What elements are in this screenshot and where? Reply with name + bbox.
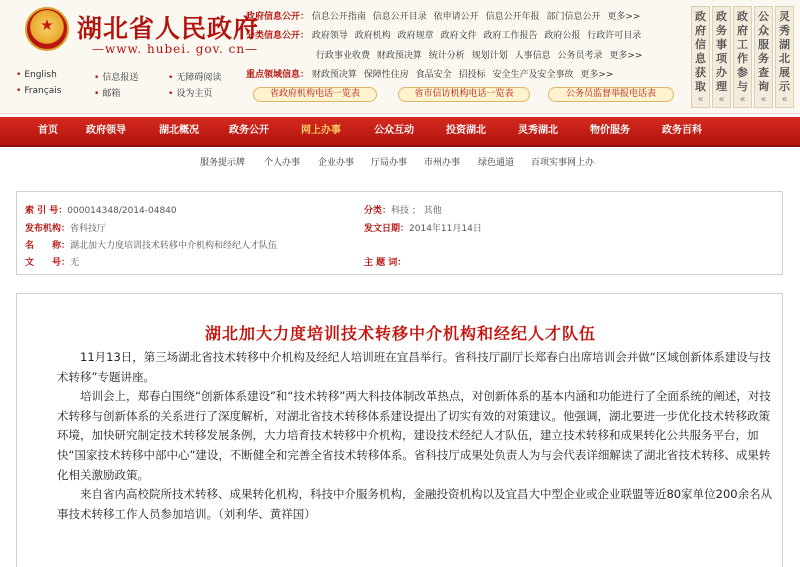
more-link[interactable]: 更多>> bbox=[580, 70, 614, 80]
nav-home[interactable]: 首页 bbox=[38, 125, 58, 136]
more-link[interactable]: 更多>> bbox=[609, 51, 643, 61]
meta-category: 分类：科技 ； 其他 bbox=[364, 206, 442, 216]
nav-public-interaction[interactable]: 公众互动 bbox=[374, 125, 414, 136]
info-link[interactable]: 行政事业收费 bbox=[316, 51, 371, 61]
link-english[interactable]: • English bbox=[16, 70, 57, 80]
site-url: —www. hubei. gov. cn— bbox=[92, 42, 259, 56]
link-info-report[interactable]: • 信息报送 bbox=[94, 73, 139, 83]
tab-gov-participation[interactable]: 政府工作参与 « bbox=[733, 6, 752, 108]
chevron-left-icon: « bbox=[781, 94, 788, 105]
info-link[interactable]: 招投标 bbox=[458, 70, 486, 80]
pill-gov-phone-list[interactable]: 省政府机构电话一览表 bbox=[253, 87, 377, 102]
tab-affairs-handling[interactable]: 政务事项办理 « bbox=[712, 6, 731, 108]
info-link[interactable]: 政府工作报告 bbox=[483, 31, 538, 41]
meta-subject: 主 题 词： bbox=[364, 258, 407, 268]
info-link[interactable]: 政府文件 bbox=[440, 31, 477, 41]
site-title[interactable]: 湖北省人民政府 bbox=[77, 14, 260, 43]
nav-price-services[interactable]: 物价服务 bbox=[590, 125, 630, 136]
nav-invest-hubei[interactable]: 投资湖北 bbox=[446, 125, 486, 136]
link-francais[interactable]: • Français bbox=[16, 86, 62, 96]
link-mailbox[interactable]: • 邮箱 bbox=[94, 89, 121, 99]
side-tabs bbox=[691, 6, 797, 108]
pill-report-phone-list[interactable]: 公务员监督举报电话表 bbox=[548, 87, 674, 102]
document-metadata bbox=[16, 191, 783, 275]
info-link[interactable]: 政府领导 bbox=[311, 31, 348, 41]
national-emblem-icon: ★ bbox=[25, 7, 69, 51]
subnav-enterprise[interactable]: 企业办事 bbox=[318, 158, 355, 168]
info-link[interactable]: 政府规章 bbox=[397, 31, 434, 41]
info-link[interactable]: 保障性住房 bbox=[363, 70, 409, 80]
article-paragraph: 11月13日，第三场湖北省技术转移中介机构及经纪人培训班在宜昌举行。省科技厅副厅长郑春白出席培训会并做“区域创新体系建设与技术转移”专题讲座。 bbox=[57, 350, 771, 384]
info-link[interactable]: 规划计划 bbox=[471, 51, 508, 61]
pill-petition-phone-list[interactable]: 省市信访机构电话一览表 bbox=[398, 87, 530, 102]
tab-gov-info-access[interactable]: 政府信息获取 « bbox=[691, 6, 710, 108]
sub-nav bbox=[0, 150, 800, 172]
subnav-departments[interactable]: 厅局办事 bbox=[371, 158, 408, 168]
subnav-personal[interactable]: 个人办事 bbox=[264, 158, 301, 168]
subnav-hundred-affairs[interactable]: 百项实事网上办 bbox=[531, 158, 595, 168]
nav-gov-affairs[interactable]: 政务公开 bbox=[229, 125, 269, 136]
info-link[interactable]: 统计分析 bbox=[428, 51, 465, 61]
more-link[interactable]: 更多>> bbox=[607, 12, 641, 22]
info-link[interactable]: 人事信息 bbox=[514, 51, 551, 61]
chevron-left-icon: « bbox=[697, 94, 704, 105]
meta-index: 索 引 号：000014348/2014-04840 bbox=[25, 206, 177, 216]
meta-date: 发文日期：2014年11月14日 bbox=[364, 224, 482, 234]
info-link[interactable]: 部门信息公开 bbox=[546, 12, 601, 22]
nav-lingxiu-hubei[interactable]: 灵秀湖北 bbox=[518, 125, 558, 136]
nav-online-services[interactable]: 网上办事 bbox=[301, 125, 341, 136]
subnav-green-channel[interactable]: 绿色通道 bbox=[478, 158, 515, 168]
meta-docno: 文 号：无 bbox=[25, 258, 80, 268]
info-link[interactable]: 行政许可目录 bbox=[587, 31, 642, 41]
info-row-key-areas: 重点领域信息： 财政预决算 保障性住房 食品安全 招投标 安全生产及安全事故 更多>> bbox=[246, 70, 614, 80]
subnav-service-tips[interactable]: 服务提示牌 bbox=[200, 158, 246, 168]
info-link[interactable]: 信息公开指南 bbox=[311, 12, 366, 22]
info-link[interactable]: 政府公报 bbox=[544, 31, 581, 41]
info-link[interactable]: 依申请公开 bbox=[433, 12, 479, 22]
link-accessible-reading[interactable]: • 无障碍阅读 bbox=[168, 73, 222, 83]
article bbox=[16, 293, 783, 567]
main-nav bbox=[0, 117, 800, 147]
link-set-homepage[interactable]: • 设为主页 bbox=[168, 89, 213, 99]
subnav-cities[interactable]: 市州办事 bbox=[424, 158, 461, 168]
nav-gov-encyclopedia[interactable]: 政务百科 bbox=[662, 125, 702, 136]
meta-name: 名 称：湖北加大力度培训技术转移中介机构和经纪人才队伍 bbox=[25, 241, 278, 251]
info-link[interactable]: 政府机构 bbox=[354, 31, 391, 41]
site-header bbox=[0, 0, 800, 114]
chevron-left-icon: « bbox=[739, 94, 746, 105]
info-link[interactable]: 信息公开年报 bbox=[485, 12, 540, 22]
nav-hubei-overview[interactable]: 湖北概况 bbox=[159, 125, 199, 136]
info-link[interactable]: 食品安全 bbox=[415, 70, 452, 80]
info-link[interactable]: 财政预决算 bbox=[376, 51, 422, 61]
info-row-gov-disclosure: 政府信息公开： 信息公开指南 信息公开目录 依申请公开 信息公开年报 部门信息公开 更多>> bbox=[246, 12, 641, 22]
info-link[interactable]: 信息公开目录 bbox=[372, 12, 427, 22]
article-body bbox=[57, 348, 775, 524]
chevron-left-icon: « bbox=[760, 94, 767, 105]
nav-gov-leaders[interactable]: 政府领导 bbox=[86, 125, 126, 136]
article-paragraph: 培训会上，郑春白围绕“创新体系建设”和“技术转移”两大科技体制改革热点，对创新体系的基本内涵和功能进行了全面系统的阐述，对技术转移与创新体系的关系进行了深度解析，对湖北省技术转移体系建设提出了切实有效的对策建议。他强调，湖北要进一步优化技术转移政策环境，加快研究制定技术转移发展条例，大力培育技术转移中介机构，建设技术经纪人才队伍，建立技术转移和成果转化公共服务平台，加快“国家技术转移中部中心”建设，不断健全和完善全省技术转移体系。省科技厅成果处负责人为与会代表详细解读了湖北省技术转移、成果转化相关激励政策。 bbox=[57, 389, 771, 482]
info-link[interactable]: 财政预决算 bbox=[311, 70, 357, 80]
article-title: 湖北加大力度培训技术转移中介机构和经纪人才队伍 bbox=[204, 324, 596, 343]
info-row-category-disclosure: 分类信息公开： 政府领导 政府机构 政府规章 政府文件 政府工作报告 政府公报 行政许可目录 bbox=[246, 31, 642, 41]
tab-public-service[interactable]: 公众服务查询 « bbox=[754, 6, 773, 108]
info-link[interactable]: 安全生产及安全事故 bbox=[492, 70, 574, 80]
tab-hubei-showcase[interactable]: 灵秀湖北展示 « bbox=[775, 6, 794, 108]
meta-publisher: 发布机构：省科技厅 bbox=[25, 224, 107, 234]
info-row-category-disclosure-cont bbox=[316, 50, 642, 62]
info-link[interactable]: 公务员考录 bbox=[557, 51, 603, 61]
chevron-left-icon: « bbox=[718, 94, 725, 105]
article-paragraph: 来自省内高校院所技术转移、成果转化机构，科技中介服务机构，金融投资机构以及宜昌大中型企业或企业联盟等近80家单位200余名从事技术转移工作人员参加培训。（刘利华、黄祥国） bbox=[57, 487, 773, 521]
